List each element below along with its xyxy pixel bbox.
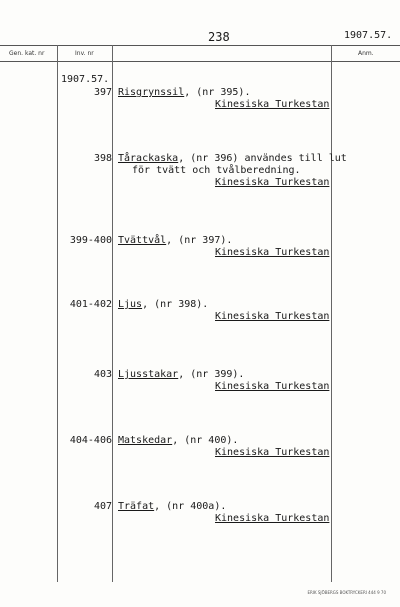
object-reference: , (nr 397). (166, 235, 233, 246)
inventory-number: 404-406 (69, 435, 112, 446)
object-reference: , (nr 400a). (154, 501, 227, 512)
object-reference: , (nr 399). (178, 369, 245, 380)
object-origin: Kinesiska Turkestan (215, 513, 330, 524)
object-origin: Kinesiska Turkestan (215, 311, 330, 322)
footer-print-mark: ERIK SJÖBERGS BOKTRYCKERI 444 9 70 (307, 590, 386, 595)
inventory-number: 397 (93, 87, 112, 98)
column-header-gen-kat: Gen. kat. nr (9, 50, 45, 57)
column-header-inv: Inv. nr (75, 50, 94, 57)
object-description (118, 435, 238, 446)
column-divider-inv (112, 45, 113, 582)
inventory-number: 399-400 (69, 235, 112, 246)
inventory-number: 398 (93, 153, 112, 164)
header-rule-top (0, 45, 400, 46)
page-number: 238 (208, 30, 230, 44)
column-divider-gen (57, 45, 58, 582)
object-name: Tvättvål (118, 235, 167, 246)
object-name: Matskedar (118, 435, 173, 446)
object-origin: Kinesiska Turkestan (215, 381, 330, 392)
column-header-anm: Anm. (358, 50, 374, 57)
object-reference: , (nr 395). (184, 87, 251, 98)
object-description (118, 87, 250, 98)
object-description (118, 501, 226, 512)
object-name: Risgrynssil (118, 87, 185, 98)
header-rule-bottom (0, 61, 400, 62)
object-name: Tårackaska (118, 153, 179, 164)
object-reference: , (nr 396) användes till lut (178, 153, 347, 164)
object-name: Ljus (118, 299, 143, 310)
object-reference: , (nr 400). (172, 435, 239, 446)
object-name: Träfat (118, 501, 155, 512)
year-line: 1907.57. (61, 74, 110, 85)
object-name: Ljusstakar (118, 369, 179, 380)
object-description (118, 299, 208, 310)
object-origin: Kinesiska Turkestan (215, 447, 330, 458)
object-description (118, 369, 244, 380)
object-description (118, 153, 347, 164)
object-note: för tvätt och tvålberedning. (132, 165, 301, 176)
inventory-number: 407 (93, 501, 112, 512)
object-reference: , (nr 398). (142, 299, 209, 310)
inventory-number: 401-402 (69, 299, 112, 310)
object-origin: Kinesiska Turkestan (215, 99, 330, 110)
ledger-year: 1907.57. (344, 30, 393, 41)
object-origin: Kinesiska Turkestan (215, 177, 330, 188)
object-description (118, 235, 232, 246)
column-divider-anm (331, 45, 332, 582)
object-origin: Kinesiska Turkestan (215, 247, 330, 258)
inventory-number: 403 (93, 369, 112, 380)
